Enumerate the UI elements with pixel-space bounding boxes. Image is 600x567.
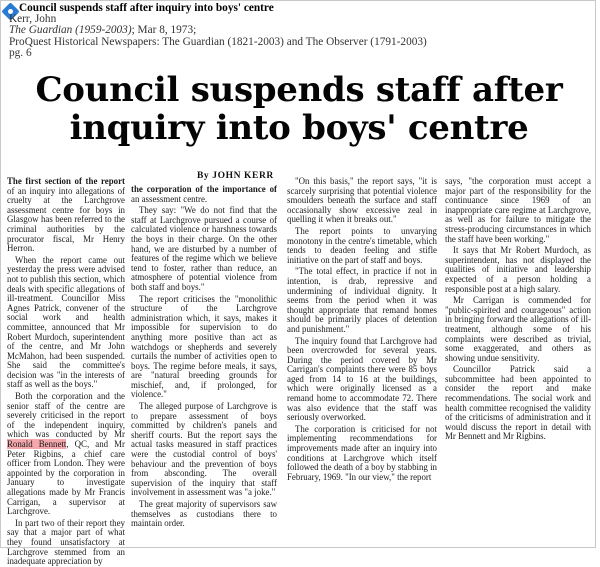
- paragraph: In part two of their report they say that a major part of what they found unsatisfactory at Larchgrove stemmed from an inadequate appreciation by: [7, 517, 125, 567]
- paragraph-text: Peter Rigbins, a chief care officer from London. They were appointed by the corporation in January to investigate allegations made by Mr Francis Carrigan, a supervisor at Larchgrove.: [7, 448, 125, 517]
- byline: By JOHN KERR: [197, 171, 274, 181]
- citation-source: [9, 25, 589, 36]
- paragraph: [7, 392, 125, 517]
- paragraph: "The total effect, in practice if not in intention, is drab, repressive and undermining of individual dignity. It seems from the period when it was thought appropriate that remand homes should be primarily places of detention and punishment.": [287, 266, 437, 334]
- paragraph: The first section of the report of an inquiry into allegations of cruelty at the Larchgrove assessment centre for boys in Glasgow has been referred to the criminal authorities by the procurator fiscal, Mr Henry Herron.: [7, 176, 125, 254]
- paragraph: The corporation is criticised for not implementing recommendations for improvements made after an inquiry into conditions at Larchgrove which itself followed the death of a boy by stabbing in February, 1969. "In our view," the report: [287, 423, 437, 482]
- article-column-2: [131, 185, 277, 557]
- paragraph: When the report came out yesterday the press were advised not to publish this section, which deals with specific allegations of ill-treatment. Councillor Miss Agnes Patrick, convener of the social work and health committee, announced that Mr Robert Murdoch, superintendent of the centre, and Mr John McMahon, had been suspended. She said the committee's decision was "in the interests of staff as well as the boys.": [7, 254, 125, 390]
- paragraph: The report criticises the "monolithic structure of the Larchgrove administration which, it says, makes it impossible for supervision to do anything more positive than act as watchdogs or shepherds and severely curtails the number of activities open to boys. The regime before meals, it says, are "natural breeding grounds for mischief, and, if prolonged, for violence.": [131, 293, 277, 400]
- citation-database: ProQuest Historical Newspapers: The Guardian (1821-2003) and The Observer (1791-2003): [9, 35, 427, 48]
- paragraph: The alleged purpose of Larchgrove is to prepare assessment of boys committed by children's panels and sheriff courts. But the report says the actual tasks measured in staff practices were the custodial control of boys' behaviour and the prevention of boys from absconding. The overall supervision of the inquiry that staff involvement in assessment was "a joke.": [131, 401, 277, 498]
- paragraph: the corporation of the importance of an assessment centre.: [131, 184, 277, 204]
- highlighted-name: Ronald Bennett: [7, 439, 67, 450]
- paragraph: "On this basis," the report says, "it is scarcely surprising that potential violence smoulders beneath the surface and staff occasionally show excessive zeal in quelling it when it breaks out.": [287, 176, 437, 225]
- citation-date: ; Mar 8, 1973;: [131, 24, 197, 37]
- citation-publication: The Guardian (1959-2003): [9, 24, 132, 37]
- citation-author: Kerr, John: [9, 13, 57, 26]
- paragraph-text: , QC, and Mr: [66, 439, 125, 450]
- article-column-3: [287, 177, 437, 549]
- citation-block: [9, 3, 589, 59]
- paragraph: The report points to unvarying monotony in the centre's timetable, which tends to deaden feeling and stifle initiative on the part of staff and boys.: [287, 225, 437, 265]
- headline-line-2: inquiry into boys' centre: [69, 108, 529, 148]
- paragraph: They say: "We do not find that the staff at Larchgrove pursued a course of calculated violence or harshness towards the boys in their charge. On the other hand, we are disturbed by a number of features of the regime which we believe tend to foster, rather than reduce, an atmosphere of potential violence from both staff and boys.": [131, 205, 277, 292]
- paragraph: The inquiry found that Larchgrove had been overcrowded for several years. During the period covered by Mr Carrigan's complaints there were 85 boys aged from 14 to 16 at the buildings, which were originally licensed as a remand home to accommodate 72. There was also evidence that the staff was seriously overworked.: [287, 335, 437, 423]
- paragraph-text: Both the corporation and the senior staff of the centre are severely criticised in the report of the independent inquiry, which was conducted by Mr: [7, 391, 125, 440]
- headline-line-1: Council suspends staff after: [35, 70, 563, 110]
- paragraph: The great majority of supervisors saw themselves as custodians there to maintain order.: [131, 499, 277, 529]
- citation-title: Council suspends staff after inquiry into boys' centre: [19, 2, 274, 14]
- paragraph: Mr Carrigan is commended for "public-spirited and courageous" action in bringing forward the allegations of ill-treatment, although some of his complaints were described as trivial, some exaggerated, and others as showing undue sensitivity.: [445, 295, 591, 363]
- paragraph: says, "the corporation must accept a major part of the responsibility for the continuance since 1969 of an inappropriate care regime at Larchgrove, as well as for failure to mitigate the stress-producing circumstances in which the staff have been working.": [445, 176, 591, 244]
- citation-page: pg. 6: [9, 46, 32, 59]
- article-column-1: [7, 176, 125, 567]
- paragraph: It says that Mr Robert Murdoch, as superintendent, has not displayed the qualities of initiative and leadership expected of a person holding a responsible post at a high salary.: [445, 245, 591, 294]
- article-headline: [9, 71, 589, 147]
- paragraph: Councillor Patrick said a subcommittee had been appointed to consider the report and make recommendations. The social work and health committee recognised the validity of the criticisms of administration and it would discuss the report in detail with Mr Bennett and Mr Rigbins.: [445, 364, 591, 442]
- article-column-4: [445, 177, 591, 549]
